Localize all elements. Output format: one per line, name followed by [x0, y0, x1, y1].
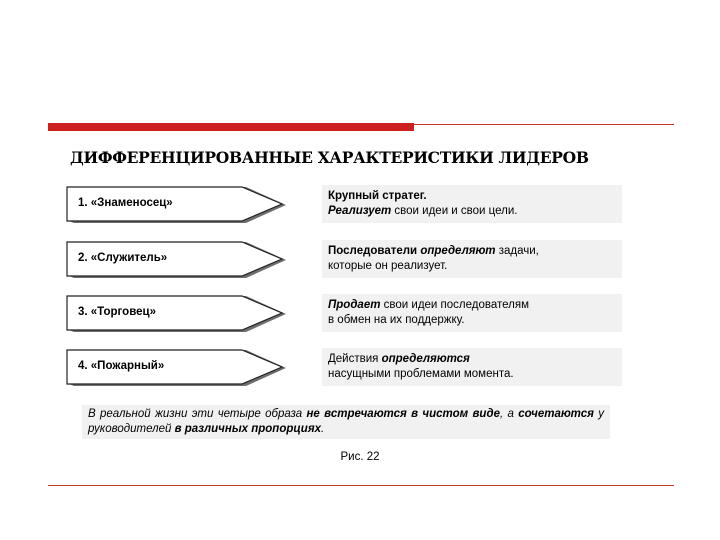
leader-type-arrow	[66, 241, 290, 279]
top-accent-bar	[48, 123, 414, 131]
leader-type-arrow	[66, 295, 290, 333]
text-run: свои идеи последователям	[380, 299, 529, 311]
text-run: Продает	[328, 299, 381, 311]
text-run: Крупный стратег.	[328, 190, 427, 202]
leader-type-label: 3. «Торговец»	[78, 306, 156, 318]
leader-type-arrow	[66, 186, 290, 224]
text-run: в обмен на их поддержку.	[328, 314, 465, 326]
description-line	[328, 352, 616, 367]
summary-note	[82, 405, 610, 439]
text-run: у руководителей	[88, 408, 604, 435]
text-run: определяют	[420, 245, 496, 257]
leader-type-label: 1. «Знаменосец»	[78, 197, 173, 209]
description-line	[328, 204, 616, 219]
leader-type-label: 2. «Служитель»	[78, 252, 168, 264]
description-line	[328, 313, 616, 328]
leader-type-label: 4. «Пожарный»	[78, 360, 165, 372]
text-run: свои идеи и свои цели.	[391, 205, 518, 217]
text-run: в различных пропорциях	[174, 423, 322, 435]
text-run: сочетаются	[518, 408, 594, 420]
text-run: , а	[499, 408, 519, 420]
description-line	[328, 367, 616, 382]
text-run: Реализует	[328, 205, 392, 217]
leader-type-description	[322, 348, 622, 386]
text-run: задачи,	[495, 245, 539, 257]
description-line	[328, 189, 616, 204]
leader-type-arrow	[66, 349, 290, 387]
leader-type-description	[322, 240, 622, 278]
text-run: не встречаются в чистом виде	[306, 408, 500, 420]
text-run: Действия	[328, 353, 382, 365]
description-line	[328, 244, 616, 259]
text-run: которые он реализует.	[328, 260, 448, 272]
text-run: Последователи	[328, 245, 421, 257]
figure-caption: Рис. 22	[340, 451, 380, 463]
description-line	[328, 298, 616, 313]
leader-type-description	[322, 185, 622, 223]
text-run: .	[321, 423, 325, 435]
page-title: ДИФФЕРЕНЦИРОВАННЫЕ ХАРАКТЕРИСТИКИ ЛИДЕРОВ	[70, 148, 589, 167]
text-run: определяются	[381, 353, 470, 365]
leader-type-description	[322, 294, 622, 332]
text-run: насущными проблемами момента.	[328, 368, 514, 380]
bottom-divider-line	[48, 485, 674, 486]
description-line	[328, 259, 616, 274]
text-run: В реальной жизни эти четыре образа	[88, 408, 307, 420]
